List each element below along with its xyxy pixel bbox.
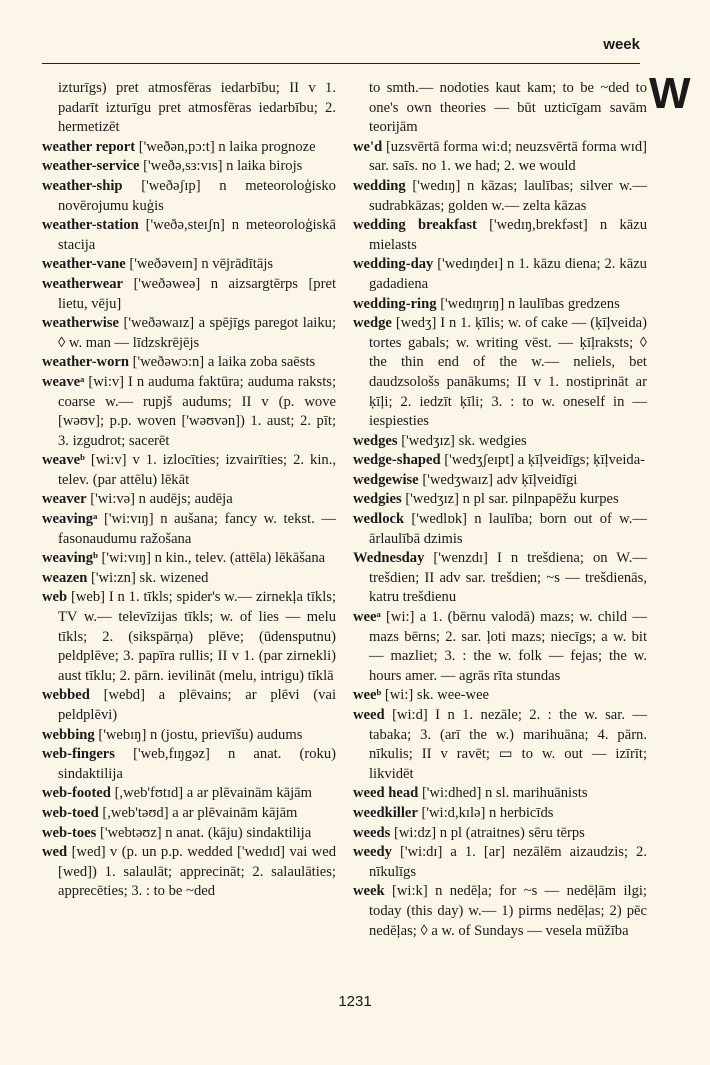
dictionary-entry (42, 490, 336, 510)
dictionary-entry (353, 255, 647, 294)
entry-headword: weavingᵃ (42, 511, 98, 528)
entry-text: ['wenzdɪ] I n trešdiena; on W.— trešdien; II adv sar. trešdien; ~s — trešdienās, katru trešdienu (369, 550, 647, 606)
entry-headword: weavingᵇ (42, 550, 98, 567)
entry-text: [wi:] sk. wee-wee (384, 687, 490, 704)
dictionary-entry (353, 706, 647, 784)
dictionary-entry (42, 686, 336, 725)
dictionary-entry (353, 451, 647, 471)
entry-headword: web-fingers (42, 746, 115, 763)
header-rule (42, 63, 640, 64)
entry-text: [wi:k] n nedēļa; for ~s — nedēļām ilgi; today (this day) w.— 1) pirms nedēļas; 2) pēc nedēļas; ◊ a w. of Sundays — vesela mūžība (369, 883, 647, 939)
entry-headword: wedding-day (353, 256, 434, 273)
dictionary-entry (353, 314, 647, 432)
entry-headword: webbed (42, 687, 90, 704)
entry-text: ['weðən,pɔ:t] n laika prognoze (138, 138, 316, 155)
entry-text: ['wi:zn] sk. wizened (91, 569, 209, 586)
entry-text: ['wedʒɪz] sk. wedgies (401, 432, 527, 449)
dictionary-entry (353, 295, 647, 315)
entry-text: ['web,fɪŋgəz] n anat. (roku) sindaktilija (58, 746, 336, 782)
dictionary-entry (353, 510, 647, 549)
entry-text: [,web'təʊd] a ar plēvainām kājām (102, 804, 298, 821)
dictionary-entry (353, 843, 647, 882)
entry-headword: wed (42, 844, 68, 861)
dictionary-entry (353, 824, 647, 844)
entry-headword: web-toed (42, 804, 99, 821)
entry-headword: weeds (353, 824, 391, 841)
entry-text: ['weðəwaɪz] a spējīgs paregot laiku; ◊ w. man — līdzskrējējs (58, 315, 336, 351)
entry-headword: weaveᵇ (42, 452, 85, 469)
entry-headword: web (42, 589, 68, 606)
entry-text: ['wedɪŋ,brekfəst] n kāzu mielasts (369, 217, 647, 253)
entry-headword: wedgewise (353, 471, 419, 488)
entry-text: ['wedʒwaɪz] adv ķīļveidīgi (422, 471, 578, 488)
entry-text: ['webtəʊz] n anat. (kāju) sindaktilija (99, 824, 312, 841)
entry-headword: wedgies (353, 491, 402, 508)
entry-headword: web-toes (42, 824, 97, 841)
dictionary-entry (42, 549, 336, 569)
entry-headword: weather-vane (42, 256, 126, 273)
entry-headword: weather report (42, 138, 136, 155)
dictionary-entry (353, 216, 647, 255)
page-number: 1231 (338, 993, 372, 1010)
entry-text: ['wedʒɪz] n pl sar. pilnpapēžu kurpes (405, 491, 619, 508)
entry-text: [wi:v] v 1. izlocīties; izvairīties; 2. kin., telev. (par attēlu) lēkāt (58, 452, 336, 488)
entry-headword: weather-ship (42, 177, 123, 194)
dictionary-entry (42, 157, 336, 177)
dictionary-entry (42, 216, 336, 255)
dictionary-entry (42, 726, 336, 746)
dictionary-entry (353, 686, 647, 706)
entry-headword: weaveᵃ (42, 373, 85, 390)
entry-text: to smth.— nodoties kaut kam; to be ~ded to one's own theories — būt uzticīgam savām teorijām (369, 80, 647, 136)
dictionary-entry (353, 471, 647, 491)
entry-text: ['wedɪŋdeɪ] n 1. kāzu diena; 2. kāzu gadadiena (369, 256, 647, 292)
dictionary-entry (42, 824, 336, 844)
dictionary-entry (353, 882, 647, 941)
dictionary-entry (42, 843, 336, 902)
dictionary-entry (42, 138, 336, 158)
entry-text: ['weðəwɔ:n] a laika zoba saēsts (132, 354, 316, 371)
dictionary-entry (42, 314, 336, 353)
running-head: week (603, 36, 640, 53)
left-column (42, 79, 336, 902)
entry-headword: weedy (353, 844, 392, 861)
entry-headword: week (353, 883, 385, 900)
dictionary-entry (353, 490, 647, 510)
dictionary-entry (42, 79, 336, 138)
entry-text: [wi:d] I n 1. nezāle; 2. : the w. sar. — tabaka; 3. (arī the w.) marihuāna; 4. pārn. nīkulis; II v ravēt; ▭ to w. out — izīrīt; likvidēt (369, 707, 647, 782)
dictionary-entry (42, 177, 336, 216)
dictionary-entry (42, 255, 336, 275)
dictionary-entry (353, 549, 647, 608)
entry-text: ['weðəveɪn] n vējrādītājs (129, 256, 274, 273)
entry-headword: weed (353, 707, 385, 723)
dictionary-entry (42, 451, 336, 490)
entry-headword: wedding (353, 177, 406, 194)
entry-text: [,web'fʊtɪd] a ar plēvainām kājām (114, 785, 312, 802)
dictionary-entry (353, 784, 647, 804)
entry-text: [uzsvērtā forma wi:d; neuzsvērtā forma wɪd] sar. saīs. no 1. we had; 2. we would (369, 138, 647, 175)
dictionary-entry (353, 177, 647, 216)
entry-text: ['wedʒʃeɪpt] a ķīļveidīgs; ķīļveida- (444, 452, 646, 469)
section-letter: W (649, 69, 691, 118)
entry-headword: weather-worn (42, 354, 129, 371)
entry-headword: weazen (42, 569, 88, 586)
dictionary-entry (42, 784, 336, 804)
dictionary-entry (42, 745, 336, 784)
entry-headword: weedkiller (353, 804, 418, 821)
entry-text: ['wi:dhed] n sl. marihuānists (421, 785, 588, 802)
entry-headword: wedding breakfast (353, 217, 477, 234)
entry-headword: Wednesday (353, 550, 425, 567)
dictionary-entry (42, 569, 336, 589)
dictionary-entry (42, 510, 336, 549)
entry-text: ['weðə,steɪʃn] n meteoroloģiskā stacija (58, 217, 336, 253)
entry-text: [wedʒ] I n 1. ķīlis; w. of cake — (ķīļveida) tortes gabals; w. writing vēst. — ķīļraksts; ◊ the thin end of the w.— neliels, bet daudzsološs panākums; II v 1. nostiprināt ar ķīļi; 2. iedzīt ķīli; 3. : to w. oneself in — iespiesties (369, 315, 647, 430)
entry-headword: weather-station (42, 217, 139, 234)
entry-text: [wi:] a 1. (bērnu valodā) mazs; w. child — mazs bērns; 2. sar. ļoti mazs; niecīgs; a w. bit — mazliet; 3. : the w. folk — fejas; the w. hours amer. — agrās rīta stundas (369, 609, 647, 684)
entry-text: ['wi:və] n audējs; audēja (90, 491, 233, 508)
entry-headword: wedlock (353, 511, 405, 528)
entry-headword: weather-service (42, 158, 140, 175)
entry-text: [web] I n 1. tīkls; spider's w.— zirnekļa tīkls; TV w.— televīzijas tīkls; w. of lies — melu tīkls; 2. (sikspārņa) plēve; (ūdensputnu) peldplēve; 3. papīra rullis; II v 1. (par zirnekli) aust tīklu; 2. pārn. ievilināt (melu, intrigu) tīklā (58, 589, 336, 684)
entry-headword: wedge (353, 315, 392, 332)
entry-text: ['wedɪŋrɪŋ] n laulības gredzens (440, 295, 620, 312)
dictionary-entry (42, 804, 336, 824)
dictionary-entry (42, 275, 336, 314)
entry-headword: web-footed (42, 785, 111, 802)
entry-text: ['wi:d,kɪlə] n herbicīds (421, 804, 554, 821)
dictionary-entry (353, 804, 647, 824)
entry-text: ['wi:vɪŋ] n kin., telev. (attēla) lēkāšana (101, 550, 326, 567)
entry-text: ['wedɪŋ] n kāzas; laulības; silver w.— sudrabkāzas; golden w.— zelta kāzas (369, 177, 648, 214)
entry-headword: we'd (353, 138, 383, 155)
entry-text: [wi:dz] n pl (atraitnes) sēru tērps (393, 824, 585, 841)
entry-text: ['wi:dɪ] a 1. [ar] nezālēm aizaudzis; 2. nīkulīgs (369, 844, 648, 880)
entry-text: [webd] a plēvains; ar plēvi (vai peldplēvi) (58, 687, 336, 723)
entry-headword: wedding-ring (353, 295, 437, 312)
entry-headword: webbing (42, 726, 95, 743)
dictionary-entry (42, 373, 336, 451)
entry-headword: weeᵇ (353, 687, 382, 704)
entry-headword: weatherwear (42, 275, 124, 292)
entry-headword: weatherwise (42, 315, 119, 332)
entry-headword: weeᵃ (353, 609, 381, 626)
entry-text: ['weðəweə] n aizsargtērps [pret lietu, vēju] (58, 275, 336, 312)
entry-headword: wedges (353, 432, 398, 449)
right-column (353, 79, 647, 941)
entry-text: ['wi:vɪŋ] n aušana; fancy w. tekst. — fasonaudumu ražošana (58, 511, 336, 547)
entry-text: ['wedlɒk] n laulība; born out of w.— ārlaulībā dzimis (369, 511, 647, 547)
entry-headword: weed head (353, 785, 419, 802)
dictionary-entry (353, 79, 647, 138)
entry-headword: weaver (42, 491, 87, 508)
dictionary-entry (353, 608, 647, 686)
entry-text: ['webɪŋ] n (jostu, prievīšu) audums (98, 726, 303, 743)
entry-text: ['weðəʃɪp] n meteoroloģisko novērojumu kuģis (58, 177, 336, 214)
entry-text: [wi:v] I n auduma faktūra; auduma raksts; coarse w.— rupjš audums; II v (p. wove [wəʊv]; p.p. woven ['wəʊvən]) 1. aust; 2. pīt; 3. izgudrot; sacerēt (58, 373, 336, 449)
dictionary-entry (353, 432, 647, 452)
dictionary-entry (42, 588, 336, 686)
entry-headword: wedge-shaped (353, 452, 441, 469)
entry-text: [wed] v (p. un p.p. wedded ['wedɪd] vai wed [wed]) 1. salaulāt; apprecināt; 2. salaulāties; apprecēties; 3. : to be ~ded (58, 844, 336, 900)
dictionary-entry (42, 353, 336, 373)
entry-text: ['weðə,sз:vɪs] n laika birojs (143, 158, 303, 175)
dictionary-entry (353, 138, 647, 177)
entry-text: izturīgs) pret atmosfēras iedarbību; II v 1. padarīt izturīgu pret atmosfēras iedarbību; 2. hermetizēt (58, 80, 336, 136)
